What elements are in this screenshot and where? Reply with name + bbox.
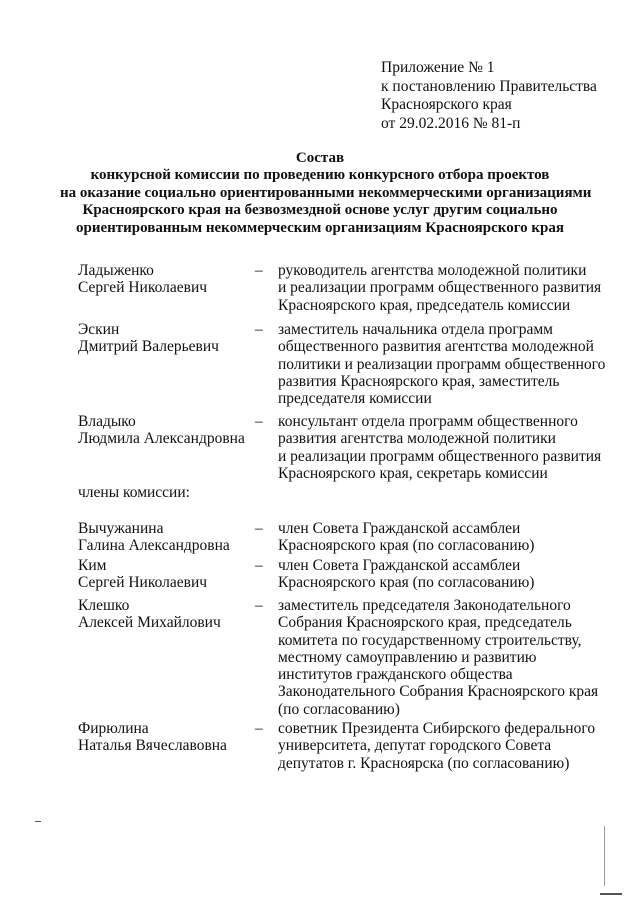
member-role: [278, 720, 595, 772]
role-line: Красноярского края, председатель комиссии: [278, 296, 571, 314]
member-role: [278, 413, 601, 482]
member-surname: Вычужанина: [78, 520, 164, 537]
annex-line: Приложение № 1: [381, 59, 495, 76]
role-line: член Совета Гражданской ассамблеи: [278, 520, 521, 537]
member-given-names: Алексей Михайлович: [78, 614, 221, 632]
member-name: [78, 413, 245, 448]
role-line: депутатов г. Красноярска (по согласованию): [278, 754, 570, 772]
title-line: Состав: [295, 150, 345, 166]
role-line: Красноярского края, секретарь комиссии: [278, 464, 548, 482]
scan-mark: [35, 821, 41, 822]
role-line: Законодательного Собрания Красноярского края: [278, 683, 599, 701]
role-line: институтов гражданского общества: [278, 666, 513, 684]
member-surname: Ладыженко: [78, 262, 154, 279]
member-given-names: Наталья Вячеславовна: [78, 737, 227, 755]
member-surname: Фирюлина: [78, 720, 149, 737]
annex-line: к постановлению Правительства: [381, 77, 597, 95]
role-line: местному самоуправлению и развитию: [278, 648, 537, 666]
title-line: Красноярского края на безвозмездной основе услуг другим социально: [82, 202, 558, 219]
member-surname: Владыко: [78, 413, 136, 430]
role-line: общественного развития агентства молодежной: [278, 338, 594, 356]
role-line: и реализации программ общественного развития: [278, 447, 602, 465]
title-line: ориентированным некоммерческим организациям Красноярского края: [76, 219, 564, 236]
member-given-names: Сергей Николаевич: [78, 574, 208, 592]
role-line: Красноярского края (по согласованию): [278, 574, 535, 592]
members-section-label: члены комиссии:: [78, 484, 190, 501]
dash-separator: –: [255, 413, 263, 430]
title-line: на оказание социально ориентированными некоммерческими организациями: [60, 184, 592, 201]
role-line: Красноярского края (по согласованию): [278, 537, 535, 555]
dash-separator: –: [255, 720, 263, 737]
role-line: консультант отдела программ общественного: [278, 413, 578, 430]
member-surname: Эскин: [78, 321, 120, 338]
annex-line: от 29.02.2016 № 81-п: [381, 114, 521, 132]
member-given-names: Людмила Александровна: [78, 430, 245, 448]
role-line: Собрания Красноярского края, председатель: [278, 614, 572, 632]
role-line: (по согласованию): [278, 700, 400, 718]
annex-header: [381, 59, 597, 133]
dash-separator: –: [255, 321, 263, 338]
member-given-names: Сергей Николаевич: [78, 279, 208, 297]
role-line: руководитель агентства молодежной политики: [278, 262, 587, 279]
member-given-names: Галина Александровна: [78, 537, 230, 555]
member-name: [78, 557, 207, 592]
member-given-names: Дмитрий Валерьевич: [78, 338, 219, 356]
dash-separator: –: [255, 597, 263, 614]
member-surname: Клешко: [78, 597, 130, 614]
role-line: комитета по государственному строительству,: [278, 631, 582, 649]
member-surname: Ким: [78, 557, 107, 574]
role-line: советник Президента Сибирского федерального: [278, 720, 596, 737]
role-line: развития Красноярского края, заместитель: [278, 372, 560, 390]
member-name: [78, 321, 219, 356]
dash-separator: –: [255, 557, 263, 574]
member-name: [78, 597, 221, 632]
scan-corner-mark: [600, 893, 622, 895]
member-role: [278, 520, 534, 555]
scan-edge-line: [604, 826, 605, 886]
title-line: конкурсной комиссии по проведению конкурсного отбора проектов: [90, 167, 550, 184]
member-role: [278, 321, 605, 407]
member-role: [278, 262, 601, 314]
role-line: политики и реализации программ общественного: [278, 355, 606, 373]
member-name: [78, 720, 227, 755]
member-role: [278, 557, 534, 592]
annex-line: Красноярского края: [381, 96, 512, 114]
role-line: развития агентства молодежной политики: [278, 430, 556, 448]
member-name: [78, 520, 230, 555]
role-line: и реализации программ общественного развития: [278, 279, 602, 297]
member-name: [78, 262, 207, 297]
document-title: [60, 150, 592, 237]
role-line: председателя комиссии: [278, 390, 432, 408]
role-line: заместитель начальника отдела программ: [278, 321, 553, 338]
role-line: университета, депутат городского Совета: [278, 737, 552, 755]
dash-separator: –: [255, 520, 263, 537]
member-role: [278, 597, 598, 718]
role-line: член Совета Гражданской ассамблеи: [278, 557, 521, 574]
dash-separator: –: [255, 262, 263, 279]
role-line: заместитель председателя Законодательного: [278, 597, 571, 614]
